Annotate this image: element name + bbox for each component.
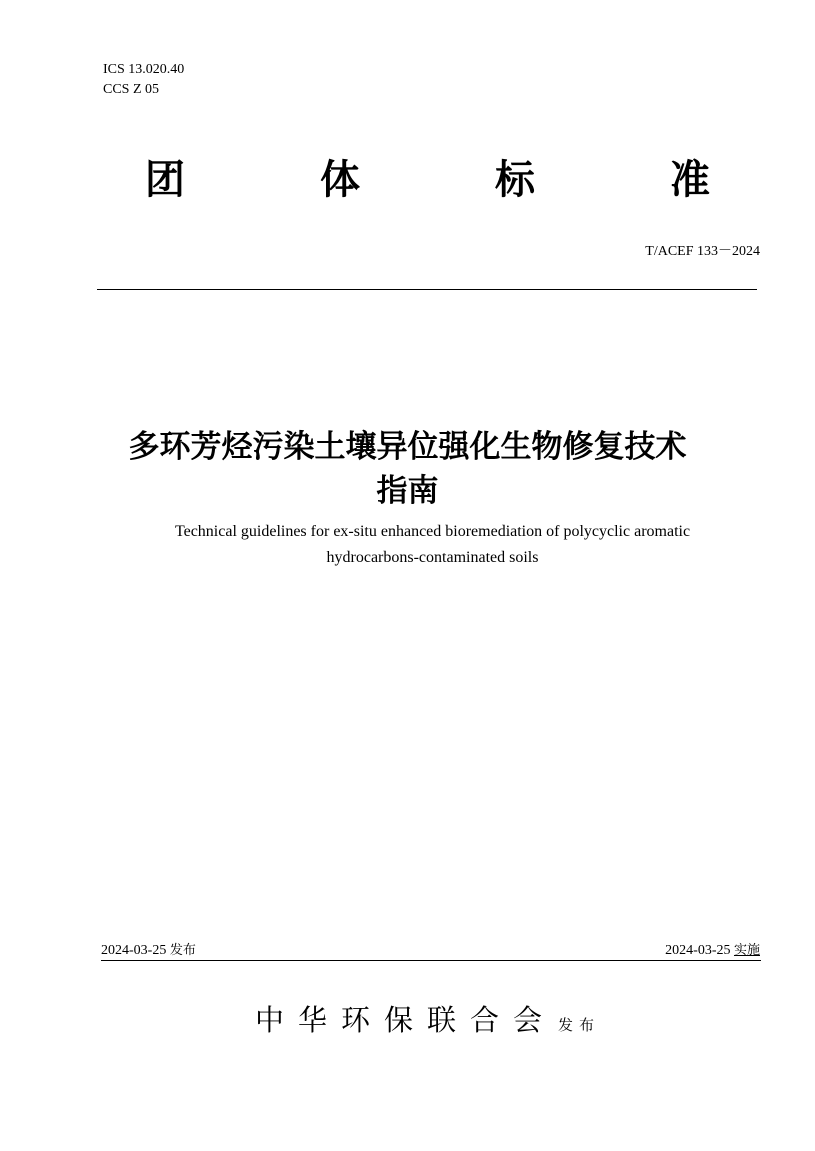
publish-date-block <box>101 942 196 960</box>
chinese-title-line-1: 多环芳烃污染土壤异位强化生物修复技术 <box>128 429 687 465</box>
standard-number: T/ACEF 133－2024 <box>645 244 760 259</box>
publisher-suffix: 发布 <box>558 1016 601 1034</box>
standard-type-char: 体 <box>320 157 360 203</box>
implement-label: 实施 <box>733 943 760 958</box>
publisher-name: 中华环保联合会 <box>255 1003 557 1037</box>
header-divider <box>97 289 757 290</box>
standard-type-char: 标 <box>495 157 535 203</box>
publish-label: 发布 <box>169 943 196 958</box>
chinese-title-line-2: 指南 <box>376 473 439 509</box>
publish-date: 2024-03-25 <box>101 943 167 958</box>
ccs-code: CCS Z 05 <box>103 82 160 97</box>
standard-type-char: 团 <box>145 157 185 203</box>
english-title-line-2: hydrocarbons-contaminated soils <box>326 549 539 566</box>
standard-type-char: 准 <box>670 157 710 203</box>
implement-date-block <box>665 942 760 960</box>
implement-date: 2024-03-25 <box>665 943 731 958</box>
standard-type-heading <box>145 155 710 205</box>
english-title <box>100 519 765 571</box>
publisher-block <box>255 1000 600 1040</box>
footer-divider <box>101 960 761 961</box>
english-title-line-1: Technical guidelines for ex-situ enhanced bioremediation of polycyclic aromatic <box>174 523 691 540</box>
classification-block <box>103 60 184 100</box>
ics-code: ICS 13.020.40 <box>103 62 185 77</box>
chinese-title <box>70 425 745 513</box>
